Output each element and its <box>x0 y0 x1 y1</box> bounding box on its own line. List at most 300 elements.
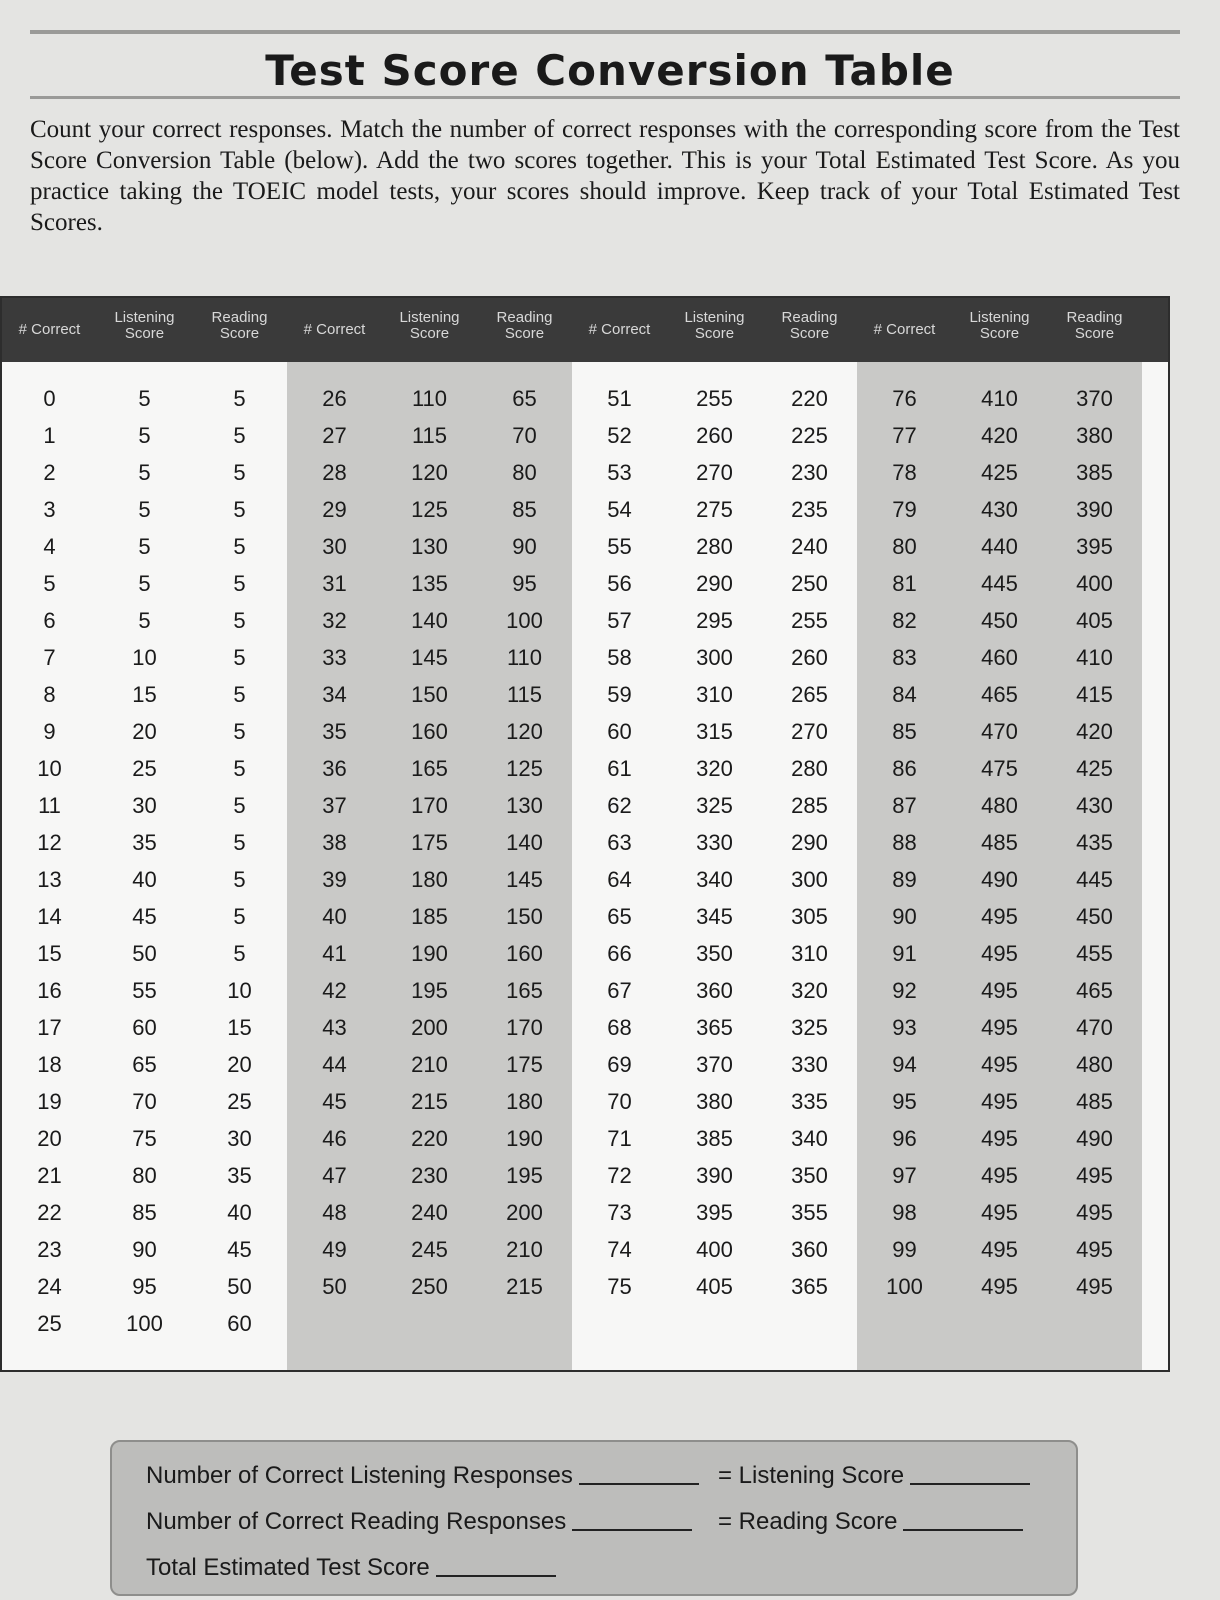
listening-score-cell: 135 <box>411 571 448 596</box>
correct-count-cell: 88 <box>892 830 917 855</box>
listening-score-cell: 35 <box>132 830 157 855</box>
listening-score-cell: 55 <box>132 978 157 1003</box>
table-row <box>287 639 572 676</box>
listening-score-cell: 15 <box>132 682 157 707</box>
table-row <box>2 1305 287 1342</box>
correct-count-cell: 0 <box>43 386 56 411</box>
header-reading-2: Reading Score <box>496 309 553 342</box>
listening-score-cell: 10 <box>132 645 157 670</box>
correct-count-cell: 48 <box>322 1200 347 1225</box>
correct-count-cell: 69 <box>607 1052 632 1077</box>
listening-score-cell: 495 <box>981 941 1018 966</box>
table-row <box>2 1231 287 1268</box>
reading-score-cell: 60 <box>227 1311 252 1336</box>
listening-score-cell: 120 <box>411 460 448 485</box>
correct-count-cell: 72 <box>607 1163 632 1188</box>
header-listening-2: Listening Score <box>399 309 460 342</box>
correct-count-cell: 81 <box>892 571 917 596</box>
listening-score-cell: 80 <box>132 1163 157 1188</box>
reading-score-cell: 125 <box>506 756 543 781</box>
reading-score-cell: 280 <box>791 756 828 781</box>
listening-score-cell: 95 <box>132 1274 157 1299</box>
listening-score-cell: 175 <box>411 830 448 855</box>
table-row <box>287 787 572 824</box>
reading-score-cell: 410 <box>1076 645 1113 670</box>
reading-score-cell: 485 <box>1076 1089 1113 1114</box>
correct-count-cell: 56 <box>607 571 632 596</box>
table-row <box>2 1083 287 1120</box>
listening-score-cell: 370 <box>696 1052 733 1077</box>
listening-score-cell: 70 <box>132 1089 157 1114</box>
correct-count-cell: 58 <box>607 645 632 670</box>
listening-score-cell: 465 <box>981 682 1018 707</box>
table-row <box>572 1009 857 1046</box>
reading-score-cell: 90 <box>512 534 537 559</box>
reading-score-cell: 5 <box>233 460 246 485</box>
reading-responses-blank[interactable] <box>572 1529 692 1531</box>
listening-score-cell: 260 <box>696 423 733 448</box>
listening-score-cell: 90 <box>132 1237 157 1262</box>
reading-score-cell: 5 <box>233 867 246 892</box>
correct-count-cell: 71 <box>607 1126 632 1151</box>
table-row <box>2 380 287 417</box>
correct-count-cell: 60 <box>607 719 632 744</box>
reading-score-cell: 5 <box>233 608 246 633</box>
reading-score-cell: 240 <box>791 534 828 559</box>
table-row <box>287 491 572 528</box>
correct-count-cell: 95 <box>892 1089 917 1114</box>
correct-count-cell: 5 <box>43 571 56 596</box>
reading-score-cell: 425 <box>1076 756 1113 781</box>
correct-count-cell: 97 <box>892 1163 917 1188</box>
listening-score-cell: 420 <box>981 423 1018 448</box>
reading-score-cell: 445 <box>1076 867 1113 892</box>
reading-score-cell: 100 <box>506 608 543 633</box>
correct-count-cell: 89 <box>892 867 917 892</box>
reading-score-cell: 5 <box>233 386 246 411</box>
correct-count-cell: 79 <box>892 497 917 522</box>
table-row <box>287 602 572 639</box>
table-row <box>2 417 287 454</box>
listening-score-cell: 140 <box>411 608 448 633</box>
reading-responses-label: Number of Correct Reading Responses <box>146 1508 567 1535</box>
listening-score-cell: 475 <box>981 756 1018 781</box>
listening-score-cell: 100 <box>126 1311 163 1336</box>
total-score-label: Total Estimated Test Score <box>146 1554 430 1581</box>
table-row <box>572 1157 857 1194</box>
conversion-table <box>0 296 1170 1372</box>
table-row <box>572 1268 857 1305</box>
listening-score-cell: 215 <box>411 1089 448 1114</box>
table-row <box>572 491 857 528</box>
table-row <box>857 676 1142 713</box>
table-row <box>572 787 857 824</box>
listening-score-cell: 485 <box>981 830 1018 855</box>
reading-score-cell: 5 <box>233 904 246 929</box>
listening-score-cell: 350 <box>696 941 733 966</box>
header-correct-2: # Correct <box>303 321 366 338</box>
reading-score-cell: 200 <box>506 1200 543 1225</box>
listening-score-cell: 495 <box>981 1015 1018 1040</box>
correct-count-cell: 73 <box>607 1200 632 1225</box>
total-score-blank[interactable] <box>436 1575 556 1577</box>
table-row <box>287 454 572 491</box>
reading-score-cell: 455 <box>1076 941 1113 966</box>
table-row <box>857 1157 1142 1194</box>
reading-score-cell: 5 <box>233 497 246 522</box>
correct-count-cell: 55 <box>607 534 632 559</box>
reading-score-cell: 225 <box>791 423 828 448</box>
table-row <box>572 380 857 417</box>
reading-score-cell: 165 <box>506 978 543 1003</box>
table-row <box>287 565 572 602</box>
reading-score-cell: 495 <box>1076 1237 1113 1262</box>
correct-count-cell: 75 <box>607 1274 632 1299</box>
reading-score-cell: 95 <box>512 571 537 596</box>
listening-score-cell: 310 <box>696 682 733 707</box>
table-row <box>2 676 287 713</box>
table-row <box>572 1120 857 1157</box>
table-row <box>857 787 1142 824</box>
listening-score-cell: 470 <box>981 719 1018 744</box>
correct-count-cell: 38 <box>322 830 347 855</box>
table-row <box>2 1120 287 1157</box>
reading-score-cell: 255 <box>791 608 828 633</box>
listening-score-cell: 20 <box>132 719 157 744</box>
header-reading-1: Reading Score <box>211 309 268 342</box>
reading-score-cell: 5 <box>233 534 246 559</box>
correct-count-cell: 70 <box>607 1089 632 1114</box>
table-row <box>2 935 287 972</box>
listening-score-cell: 30 <box>132 793 157 818</box>
table-row <box>287 750 572 787</box>
page-title: Test Score Conversion Table <box>265 46 955 95</box>
table-row <box>857 1194 1142 1231</box>
reading-score-cell: 130 <box>506 793 543 818</box>
reading-score-cell: 330 <box>791 1052 828 1077</box>
table-row <box>287 417 572 454</box>
table-row <box>572 565 857 602</box>
listening-score-cell: 495 <box>981 904 1018 929</box>
listening-score-cell: 170 <box>411 793 448 818</box>
reading-score-cell: 320 <box>791 978 828 1003</box>
reading-score-cell: 120 <box>506 719 543 744</box>
listening-score-cell: 50 <box>132 941 157 966</box>
table-row <box>572 935 857 972</box>
table-row <box>572 454 857 491</box>
listening-score-cell: 160 <box>411 719 448 744</box>
table-row <box>287 380 572 417</box>
listening-score-cell: 270 <box>696 460 733 485</box>
reading-score-cell: 420 <box>1076 719 1113 744</box>
listening-score-cell: 330 <box>696 830 733 855</box>
reading-score-cell: 450 <box>1076 904 1113 929</box>
listening-score-cell: 480 <box>981 793 1018 818</box>
reading-score-cell: 5 <box>233 571 246 596</box>
table-row <box>2 713 287 750</box>
correct-count-cell: 17 <box>37 1015 62 1040</box>
listening-score-cell: 45 <box>132 904 157 929</box>
table-row <box>857 380 1142 417</box>
listening-score-cell: 110 <box>411 386 448 411</box>
reading-score-cell: 400 <box>1076 571 1113 596</box>
listening-score-cell: 405 <box>696 1274 733 1299</box>
correct-count-cell: 78 <box>892 460 917 485</box>
reading-score-cell: 465 <box>1076 978 1113 1003</box>
table-row <box>572 861 857 898</box>
listening-score-cell: 275 <box>696 497 733 522</box>
table-row <box>857 454 1142 491</box>
reading-score-cell: 470 <box>1076 1015 1113 1040</box>
reading-score-cell: 495 <box>1076 1274 1113 1299</box>
table-row <box>2 1009 287 1046</box>
table-row <box>287 1046 572 1083</box>
correct-count-cell: 37 <box>322 793 347 818</box>
listening-score-cell: 40 <box>132 867 157 892</box>
table-row <box>2 750 287 787</box>
table-row <box>2 1268 287 1305</box>
reading-score-line <box>718 1508 1023 1536</box>
correct-count-cell: 28 <box>322 460 347 485</box>
table-row <box>2 972 287 1009</box>
correct-count-cell: 67 <box>607 978 632 1003</box>
reading-score-cell: 5 <box>233 793 246 818</box>
listening-score-label: = Listening Score <box>718 1462 905 1489</box>
listening-score-cell: 495 <box>981 1163 1018 1188</box>
reading-score-cell: 180 <box>506 1089 543 1114</box>
reading-score-cell: 80 <box>512 460 537 485</box>
correct-count-cell: 15 <box>37 941 62 966</box>
table-row <box>2 787 287 824</box>
listening-score-cell: 280 <box>696 534 733 559</box>
listening-score-cell: 130 <box>411 534 448 559</box>
listening-score-cell: 5 <box>138 386 151 411</box>
listening-score-cell: 495 <box>981 1052 1018 1077</box>
table-row <box>287 1083 572 1120</box>
listening-score-cell: 125 <box>411 497 448 522</box>
reading-score-cell: 365 <box>791 1274 828 1299</box>
table-row <box>572 824 857 861</box>
top-rule <box>30 30 1180 34</box>
table-row <box>857 1009 1142 1046</box>
table-row <box>287 1268 572 1305</box>
reading-score-cell: 215 <box>506 1274 543 1299</box>
table-row <box>572 1046 857 1083</box>
correct-count-cell: 52 <box>607 423 632 448</box>
listening-score-cell: 440 <box>981 534 1018 559</box>
correct-count-cell: 44 <box>322 1052 347 1077</box>
table-row <box>2 491 287 528</box>
listening-responses-blank[interactable] <box>579 1483 699 1485</box>
listening-score-cell: 250 <box>411 1274 448 1299</box>
listening-score-cell: 145 <box>411 645 448 670</box>
table-row <box>572 602 857 639</box>
listening-score-cell: 365 <box>696 1015 733 1040</box>
correct-count-cell: 74 <box>607 1237 632 1262</box>
reading-score-cell: 430 <box>1076 793 1113 818</box>
table-row <box>857 565 1142 602</box>
header-correct-3: # Correct <box>588 321 651 338</box>
table-row <box>287 1194 572 1231</box>
correct-count-cell: 39 <box>322 867 347 892</box>
table-row <box>2 1046 287 1083</box>
reading-score-cell: 15 <box>227 1015 252 1040</box>
table-row <box>857 491 1142 528</box>
table-row <box>287 861 572 898</box>
table-row <box>572 528 857 565</box>
reading-score-cell: 360 <box>791 1237 828 1262</box>
correct-count-cell: 62 <box>607 793 632 818</box>
listening-score-cell: 490 <box>981 867 1018 892</box>
table-row <box>572 1083 857 1120</box>
reading-score-cell: 30 <box>227 1126 252 1151</box>
listening-score-cell: 460 <box>981 645 1018 670</box>
listening-score-cell: 315 <box>696 719 733 744</box>
listening-score-cell: 200 <box>411 1015 448 1040</box>
listening-score-cell: 495 <box>981 1200 1018 1225</box>
reading-score-cell: 140 <box>506 830 543 855</box>
reading-score-cell: 5 <box>233 756 246 781</box>
correct-count-cell: 30 <box>322 534 347 559</box>
listening-score-cell: 300 <box>696 645 733 670</box>
listening-score-cell: 290 <box>696 571 733 596</box>
table-row <box>857 1120 1142 1157</box>
reading-score-cell: 325 <box>791 1015 828 1040</box>
listening-score-blank[interactable] <box>910 1483 1030 1485</box>
header-listening-1: Listening Score <box>114 309 175 342</box>
correct-count-cell: 26 <box>322 386 347 411</box>
header-listening-3: Listening Score <box>684 309 745 342</box>
reading-score-cell: 65 <box>512 386 537 411</box>
reading-score-cell: 220 <box>791 386 828 411</box>
listening-score-cell: 5 <box>138 423 151 448</box>
table-row <box>287 528 572 565</box>
reading-score-cell: 85 <box>512 497 537 522</box>
table-row <box>287 824 572 861</box>
reading-score-cell: 230 <box>791 460 828 485</box>
reading-score-cell: 190 <box>506 1126 543 1151</box>
table-row <box>857 528 1142 565</box>
correct-count-cell: 4 <box>43 534 56 559</box>
table-row <box>857 713 1142 750</box>
table-row <box>857 1231 1142 1268</box>
listening-score-cell: 495 <box>981 1274 1018 1299</box>
correct-count-cell: 83 <box>892 645 917 670</box>
reading-score-cell: 300 <box>791 867 828 892</box>
listening-score-cell: 325 <box>696 793 733 818</box>
reading-score-cell: 285 <box>791 793 828 818</box>
listening-score-cell: 360 <box>696 978 733 1003</box>
table-row <box>572 417 857 454</box>
correct-count-cell: 59 <box>607 682 632 707</box>
reading-score-cell: 355 <box>791 1200 828 1225</box>
table-row <box>2 602 287 639</box>
correct-count-cell: 96 <box>892 1126 917 1151</box>
reading-score-cell: 310 <box>791 941 828 966</box>
correct-count-cell: 86 <box>892 756 917 781</box>
correct-count-cell: 63 <box>607 830 632 855</box>
table-row <box>572 713 857 750</box>
instructions-paragraph: Count your correct responses. Match the number of correct responses with the corresponding score from the Test Score Conversion Table (below). Add the two scores together. This is your Total Estimated Test Score. As you practice taking the TOEIC model tests, your scores should improve. Keep track of your Total Estimated Test Scores. <box>30 116 1180 236</box>
listening-score-cell: 400 <box>696 1237 733 1262</box>
correct-count-cell: 21 <box>37 1163 62 1188</box>
correct-count-cell: 24 <box>37 1274 62 1299</box>
listening-score-cell: 380 <box>696 1089 733 1114</box>
reading-score-cell: 235 <box>791 497 828 522</box>
listening-score-cell: 5 <box>138 571 151 596</box>
reading-score-blank[interactable] <box>903 1529 1023 1531</box>
table-row <box>857 1083 1142 1120</box>
correct-count-cell: 7 <box>43 645 56 670</box>
listening-score-cell: 115 <box>411 423 448 448</box>
table-row <box>857 417 1142 454</box>
listening-score-cell: 450 <box>981 608 1018 633</box>
correct-count-cell: 1 <box>43 423 56 448</box>
listening-score-cell: 240 <box>411 1200 448 1225</box>
correct-count-cell: 54 <box>607 497 632 522</box>
table-row <box>857 1268 1142 1305</box>
header-reading-4: Reading Score <box>1066 309 1123 342</box>
table-row <box>572 1231 857 1268</box>
reading-score-cell: 265 <box>791 682 828 707</box>
reading-score-cell: 5 <box>233 719 246 744</box>
listening-score-cell: 25 <box>132 756 157 781</box>
reading-score-cell: 25 <box>227 1089 252 1114</box>
correct-count-cell: 49 <box>322 1237 347 1262</box>
correct-count-cell: 66 <box>607 941 632 966</box>
correct-count-cell: 11 <box>38 793 61 818</box>
table-row <box>2 1157 287 1194</box>
table-row <box>572 639 857 676</box>
correct-count-cell: 35 <box>322 719 347 744</box>
reading-score-cell: 495 <box>1076 1163 1113 1188</box>
listening-score-cell: 495 <box>981 1089 1018 1114</box>
correct-count-cell: 27 <box>322 423 347 448</box>
correct-count-cell: 12 <box>37 830 62 855</box>
header-reading-3: Reading Score <box>781 309 838 342</box>
table-row <box>572 898 857 935</box>
table-row <box>572 1194 857 1231</box>
reading-score-cell: 170 <box>506 1015 543 1040</box>
listening-score-cell: 65 <box>132 1052 157 1077</box>
listening-score-cell: 430 <box>981 497 1018 522</box>
reading-score-cell: 270 <box>791 719 828 744</box>
reading-score-cell: 480 <box>1076 1052 1113 1077</box>
reading-score-cell: 160 <box>506 941 543 966</box>
listening-score-cell: 340 <box>696 867 733 892</box>
correct-count-cell: 14 <box>37 904 62 929</box>
correct-count-cell: 19 <box>37 1089 62 1114</box>
correct-count-cell: 18 <box>37 1052 62 1077</box>
listening-score-cell: 210 <box>411 1052 448 1077</box>
correct-count-cell: 46 <box>322 1126 347 1151</box>
reading-score-cell: 145 <box>506 867 543 892</box>
correct-count-cell: 41 <box>322 941 347 966</box>
reading-score-cell: 115 <box>506 682 543 707</box>
reading-score-cell: 50 <box>227 1274 252 1299</box>
correct-count-cell: 61 <box>607 756 632 781</box>
reading-score-cell: 250 <box>791 571 828 596</box>
listening-score-cell: 195 <box>411 978 448 1003</box>
listening-score-cell: 245 <box>411 1237 448 1262</box>
reading-score-cell: 340 <box>791 1126 828 1151</box>
reading-score-cell: 495 <box>1076 1200 1113 1225</box>
correct-count-cell: 8 <box>43 682 56 707</box>
correct-count-cell: 40 <box>322 904 347 929</box>
listening-score-cell: 5 <box>138 460 151 485</box>
table-row <box>857 639 1142 676</box>
reading-score-cell: 390 <box>1076 497 1113 522</box>
